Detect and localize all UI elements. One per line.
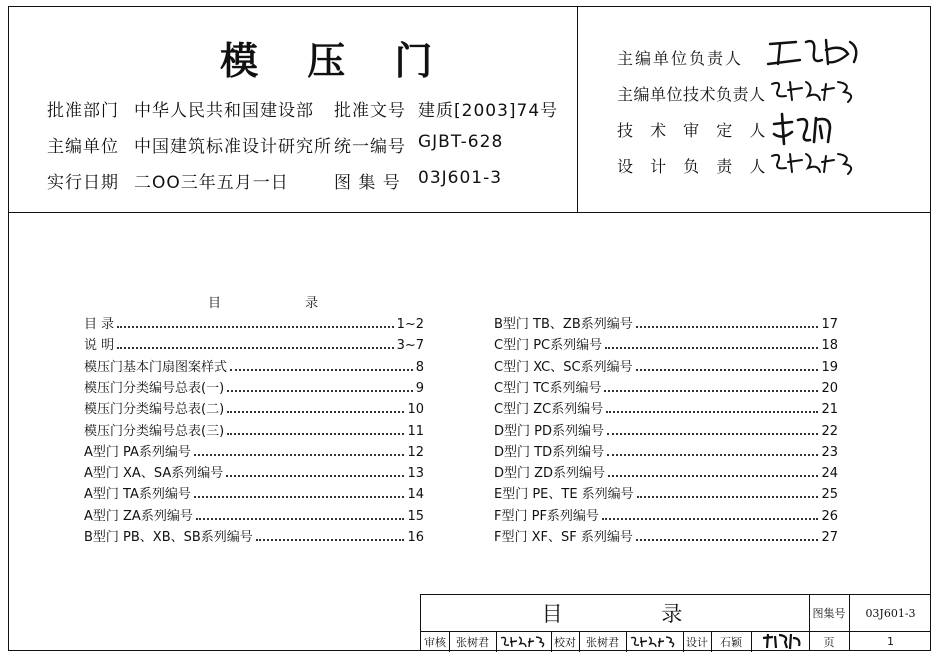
toc-leader-dots xyxy=(117,326,393,328)
toc-leader-dots xyxy=(227,390,413,392)
review-name: 张树君 xyxy=(456,635,489,649)
atlas-no-label: 图 集 号 xyxy=(334,173,401,193)
toc-entry-page: 12 xyxy=(407,444,424,460)
toc-entry-label: C型门 XC、SC系列编号 xyxy=(494,359,633,375)
toc-entry xyxy=(84,527,424,545)
toc-entry xyxy=(84,357,424,375)
toc-leader-dots xyxy=(194,454,405,456)
toc-entry xyxy=(494,378,838,396)
signature-unit-head xyxy=(766,34,866,70)
chief-unit-label: 主编单位 xyxy=(47,137,119,157)
toc-entry-page: 18 xyxy=(821,338,838,354)
approval-doc-label: 批准文号 xyxy=(334,101,406,121)
toc-leader-dots xyxy=(604,390,818,392)
toc-entry-page: 26 xyxy=(821,508,838,524)
toc-entry-label: D型门 PD系列编号 xyxy=(494,423,604,439)
toc-entry xyxy=(84,484,424,502)
toc-leader-dots xyxy=(636,369,819,371)
toc-entry-page: 19 xyxy=(821,359,838,375)
check-label: 校对 xyxy=(554,635,576,649)
approval-dept-label: 批准部门 xyxy=(47,101,119,121)
page-label: 页 xyxy=(823,635,835,649)
toc-entry xyxy=(84,506,424,524)
toc-leader-dots xyxy=(226,475,404,477)
effective-date-label: 实行日期 xyxy=(47,173,119,193)
check-name: 张树君 xyxy=(586,635,619,649)
title-block-atlas-no: 03J601-3 xyxy=(865,606,916,620)
toc-leader-dots xyxy=(227,411,404,413)
document-title: 模 压 门 xyxy=(220,38,451,83)
sheet-title: 目 录 xyxy=(541,602,729,626)
toc-entry-page: 11 xyxy=(407,423,424,439)
toc-entry xyxy=(494,335,838,353)
toc-entry xyxy=(84,378,424,396)
atlas-no: 03J601-3 xyxy=(418,168,503,188)
toc-entry xyxy=(494,314,838,332)
toc-entry-page: 16 xyxy=(407,530,424,545)
toc-entry-page: 9 xyxy=(415,380,424,396)
toc-entry-label: C型门 TC系列编号 xyxy=(494,380,602,396)
design-head-label: 设 计 负 责 人 xyxy=(617,157,772,176)
signature-unit-tech-head xyxy=(768,76,864,106)
toc-entry xyxy=(84,399,424,417)
toc-entry-page: 21 xyxy=(821,402,838,418)
toc-entry-label: D型门 ZD系列编号 xyxy=(494,466,606,482)
unit-tech-head-label: 主编单位技术负责人 xyxy=(617,85,766,104)
toc-entry-page: 22 xyxy=(821,423,838,439)
toc-leader-dots xyxy=(196,518,405,520)
toc-entry xyxy=(494,357,838,375)
toc-entry-page: 17 xyxy=(821,317,838,332)
toc-leader-dots xyxy=(637,496,819,498)
toc-entry-page: 10 xyxy=(407,402,424,418)
toc-entry xyxy=(84,421,424,439)
toc-entry-page: 24 xyxy=(821,466,838,482)
toc-entry xyxy=(494,484,838,502)
toc-entry xyxy=(494,506,838,524)
toc-entry xyxy=(84,335,424,353)
effective-date: 二OO三年五月一日 xyxy=(134,173,289,193)
unified-no: GJBT-628 xyxy=(418,132,504,152)
toc-entry-label: 模压门分类编号总表(三) xyxy=(84,423,225,439)
toc-entry-label: C型门 ZC系列编号 xyxy=(494,402,604,418)
toc-entry xyxy=(84,442,424,460)
toc-entry-label: 目 录 xyxy=(84,317,115,332)
toc-entry-label: E型门 PE、TE 系列编号 xyxy=(494,487,634,503)
toc-entry-label: 说 明 xyxy=(84,338,115,354)
toc-entry-page: 8 xyxy=(415,359,424,375)
tech-reviewer-label: 技 术 审 定 人 xyxy=(617,121,772,140)
signature-design-head xyxy=(768,148,864,178)
toc-entry-page: 15 xyxy=(407,508,424,524)
toc-entry-label: B型门 TB、ZB系列编号 xyxy=(494,317,633,332)
toc-entry xyxy=(494,399,838,417)
title-block xyxy=(420,594,931,651)
toc-entry-label: D型门 TD系列编号 xyxy=(494,444,605,460)
toc-entry xyxy=(494,442,838,460)
unit-head-label: 主编单位负责人 xyxy=(617,49,744,68)
toc-leader-dots xyxy=(605,347,818,349)
atlas-label: 图集号 xyxy=(812,607,846,620)
toc-entry-page: 25 xyxy=(821,487,838,503)
approval-doc: 建质[2003]74号 xyxy=(418,101,559,121)
toc-leader-dots xyxy=(227,433,404,435)
signature-design xyxy=(759,632,805,651)
toc-leader-dots xyxy=(194,496,405,498)
approval-dept: 中华人民共和国建设部 xyxy=(134,101,314,121)
toc-entry xyxy=(84,463,424,481)
toc-entry-page: 27 xyxy=(821,530,838,545)
toc-entry-label: A型门 ZA系列编号 xyxy=(84,508,193,524)
toc-entry-page: 13 xyxy=(407,466,424,482)
signature-tech-reviewer xyxy=(770,110,850,150)
review-label: 审核 xyxy=(424,635,446,649)
toc-leader-dots xyxy=(607,433,818,435)
toc-entry xyxy=(494,463,838,481)
toc-entry-label: 模压门基本门扇图案样式 xyxy=(84,359,228,375)
toc-entry-label: 模压门分类编号总表(二) xyxy=(84,402,225,418)
header-divider xyxy=(8,212,931,213)
toc-entry-page: 3~7 xyxy=(396,338,424,354)
toc-heading: 目 录 xyxy=(208,296,359,311)
toc-entry-page: 23 xyxy=(821,444,838,460)
signature-check xyxy=(629,634,681,650)
toc-leader-dots xyxy=(636,539,819,541)
signature-review xyxy=(499,634,549,650)
toc-entry-label: A型门 PA系列编号 xyxy=(84,444,191,460)
toc-entry-page: 14 xyxy=(407,487,424,503)
toc-entry-label: B型门 PB、XB、SB系列编号 xyxy=(84,530,253,545)
toc-entry-label: F型门 XF、SF 系列编号 xyxy=(494,530,633,545)
toc-leader-dots xyxy=(230,369,413,371)
toc-entry-label: C型门 PC系列编号 xyxy=(494,338,603,354)
toc-entry-page: 1~2 xyxy=(396,317,424,332)
design-label: 设计 xyxy=(686,635,708,649)
page-number: 1 xyxy=(887,635,894,648)
toc-entry xyxy=(494,421,838,439)
toc-leader-dots xyxy=(117,347,393,349)
unified-no-label: 统一编号 xyxy=(334,137,406,157)
toc-entry xyxy=(494,527,838,545)
chief-unit: 中国建筑标准设计研究所 xyxy=(134,137,332,157)
toc-entry-page: 20 xyxy=(821,380,838,396)
toc-entry-label: A型门 XA、SA系列编号 xyxy=(84,466,224,482)
toc-leader-dots xyxy=(636,326,819,328)
toc-entry-label: 模压门分类编号总表(一) xyxy=(84,380,225,396)
toc-leader-dots xyxy=(256,539,405,541)
toc-leader-dots xyxy=(602,518,819,520)
design-name: 石颖 xyxy=(720,635,742,649)
toc-leader-dots xyxy=(608,475,818,477)
header-vertical-divider xyxy=(577,6,578,213)
toc-leader-dots xyxy=(607,454,818,456)
toc-leader-dots xyxy=(606,411,818,413)
toc-entry-label: F型门 PF系列编号 xyxy=(494,508,599,524)
toc-entry xyxy=(84,314,424,332)
toc-entry-label: A型门 TA系列编号 xyxy=(84,487,191,503)
